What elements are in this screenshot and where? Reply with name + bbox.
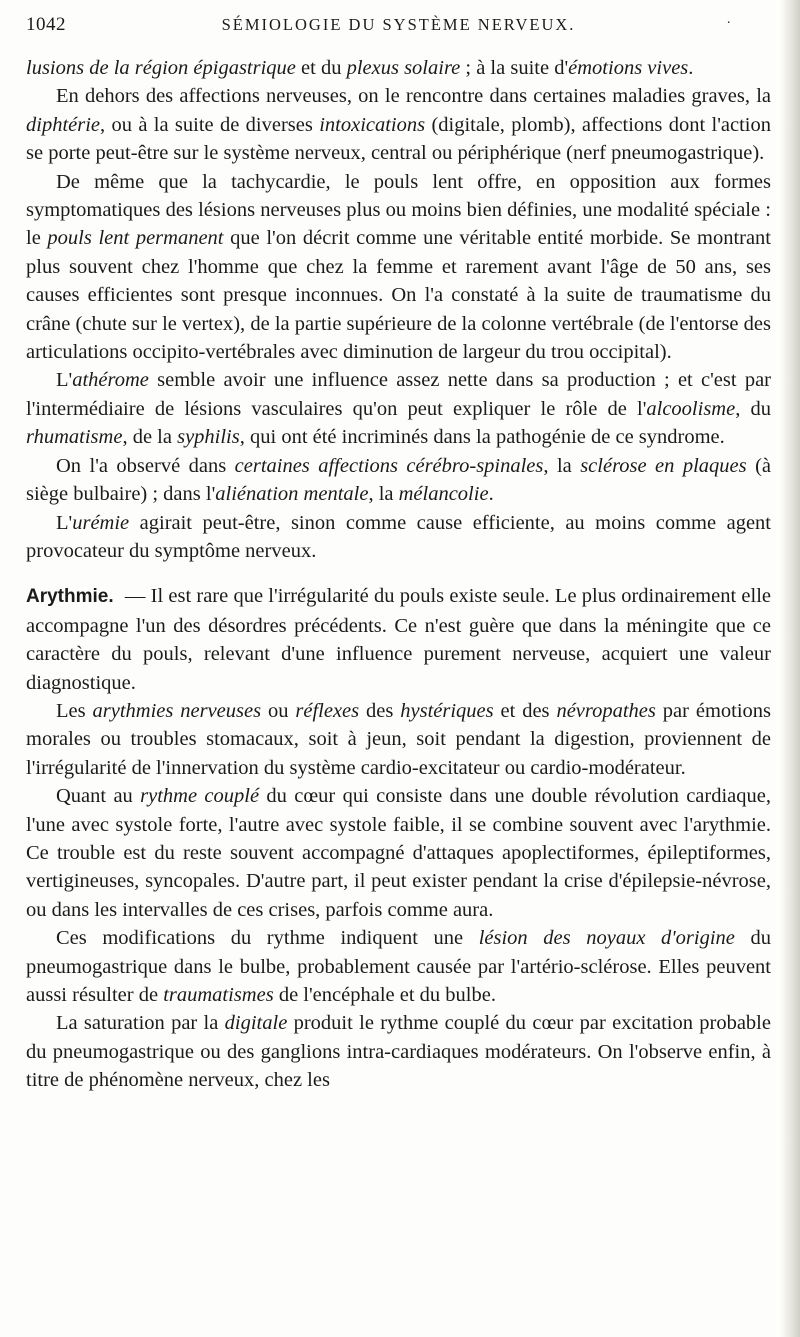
italic-term: lusions de la région épigastrique [26, 57, 296, 79]
page-number: 1042 [26, 14, 66, 35]
italic-term: sclérose en plaques [580, 454, 747, 477]
text-run: Quant au [56, 785, 141, 808]
running-title: SÉMIOLOGIE DU SYSTÈME NERVEUX. [221, 15, 576, 34]
text-run: , du [735, 397, 771, 420]
text-run: , de la [122, 426, 178, 449]
italic-term: certaines affections cérébro-spinales [234, 454, 544, 477]
italic-term: arythmies nerveuses [92, 699, 262, 722]
text-run: des [359, 699, 401, 722]
italic-term: pouls lent permanent [47, 227, 224, 250]
text-run: du cœur qui consiste dans une double révolution cardiaque, l'une avec systole forte, l'autre avec systole faible, il se combine souvent avec l'arythmie. Ce trouble est du reste souvent accompagné d'attaques apoplectiformes, épileptiformes, vertigineuses, syncopales. D'autre part, il peut exister pendant la crise d'épilepsie-névrose, ou dans les intervalles de ces crises, parfois comme aura. [26, 785, 771, 921]
paragraph [26, 1009, 771, 1094]
text-run: La saturation par la [56, 1012, 225, 1035]
page-header [26, 14, 771, 38]
italic-term: digitale [224, 1012, 288, 1035]
text-run: L' [56, 369, 73, 392]
italic-term: lésion des noyaux d'origine [478, 927, 735, 950]
text-run: , la [368, 483, 399, 506]
italic-term: syphilis [177, 426, 240, 449]
header-dot-mark: · [726, 16, 731, 31]
text-run: et des [493, 699, 557, 722]
text-run: — Il est rare que l'irrégularité du pouls existe seule. Le plus ordinairement elle accompagne l'un des désordres précédents. Ce n'est guère que dans la méningite que ce caractère du pouls, relevant d'une influence purement nerveuse, acquiert une valeur diagnostique. [26, 585, 771, 694]
text-run: agirait peut-être, sinon comme cause efficiente, au moins comme agent provocateur du symptôme nerveux. [26, 511, 771, 562]
text-run: Les [56, 699, 93, 722]
text-run: produit le rythme couplé du cœur par excitation probable du pneumogastrique ou des ganglions intra-cardiaques modérateurs. On l'observe enfin, à titre de phénomène nerveux, chez les [26, 1012, 771, 1092]
text-run: (digitale, plomb), affections dont l'action se porte peut-être sur le système nerveux, central ou périphérique (nerf pneumogastrique). [26, 113, 771, 165]
italic-term: rhumatisme [26, 426, 123, 449]
section-arythmie [26, 582, 771, 697]
italic-term: aliénation mentale [215, 483, 369, 506]
italic-term: rythme couplé [140, 785, 260, 808]
paragraph [26, 168, 771, 367]
text-run: En dehors des affections nerveuses, on le rencontre dans certaines maladies graves, la [56, 85, 771, 108]
page-edge-shadow [780, 0, 800, 1337]
paragraph [26, 452, 771, 509]
text-run: que l'on décrit comme une véritable entité morbide. Se montrant plus souvent chez l'homme que chez la femme et rarement avant l'âge de 50 ans, ses causes efficientes sont presque inconnues. On l'a constaté à la suite de traumatisme du crâne (chute sur le vertex), de la partie supérieure de la colonne vertébrale (de l'entorse des articulations occipito-vertébrales avec diminution de largeur du trou occipital). [26, 227, 772, 364]
italic-term: athérome [72, 369, 149, 392]
text-run: De même que la tachycardie, le pouls lent offre, en opposition aux formes symptomatiques des lésions nerveuses plus ou moins bien définies, une modalité spéciale : le [26, 170, 771, 250]
text-run: L' [56, 511, 73, 534]
text-run: (à siège bulbaire) ; dans l' [26, 454, 771, 506]
italic-term: réflexes [295, 699, 360, 722]
text-run: Ces modifications du rythme indiquent une [56, 927, 479, 950]
paragraph [26, 782, 771, 924]
italic-term: mélancolie [398, 483, 489, 506]
italic-term: névropathes [556, 699, 656, 722]
italic-term: hystériques [400, 699, 494, 722]
text-run: et du [295, 57, 347, 79]
italic-term: émotions vives [568, 57, 689, 79]
paragraph [26, 82, 771, 167]
text-run: , qui ont été incriminés dans la pathogénie de ce syndrome. [239, 426, 725, 449]
text-run: . [688, 57, 694, 79]
paragraph [26, 366, 771, 451]
text-run: On l'a observé dans [56, 454, 235, 477]
italic-term: alcoolisme [646, 397, 736, 420]
paragraph [26, 697, 771, 782]
text-run: . [488, 483, 494, 506]
italic-term: intoxications [319, 113, 426, 136]
section-intro-text [26, 585, 771, 693]
paragraph [26, 54, 771, 82]
text-run: , ou à la suite de diverses [100, 113, 320, 136]
italic-term: diphtérie [26, 113, 101, 136]
text-run: du pneumogastrique dans le bulbe, probablement causée par l'artério-sclérose. Elles peuvent aussi résulter de [26, 927, 771, 1006]
text-run: de l'encéphale et du bulbe. [273, 984, 496, 1006]
body-text [26, 54, 771, 1095]
italic-term: urémie [72, 511, 130, 534]
text-run: , la [543, 454, 581, 477]
italic-term: plexus solaire [346, 57, 461, 79]
text-run: semble avoir une influence assez nette dans sa production ; et c'est par l'intermédiaire de lésions vasculaires qu'on peut expliquer le rôle de l' [26, 369, 771, 420]
text-run: ou [261, 699, 296, 722]
text-run: ; à la suite d' [460, 57, 569, 79]
italic-term: traumatismes [163, 984, 274, 1006]
paragraph [26, 509, 771, 566]
paragraph [26, 924, 771, 1009]
section-heading: Arythmie. [26, 586, 114, 608]
text-run: par émotions morales ou troubles stomacaux, soit à jeun, soit pendant la digestion, proviennent de l'irrégularité de l'innervation du système cardio-excitateur ou cardio-modérateur. [26, 699, 772, 779]
